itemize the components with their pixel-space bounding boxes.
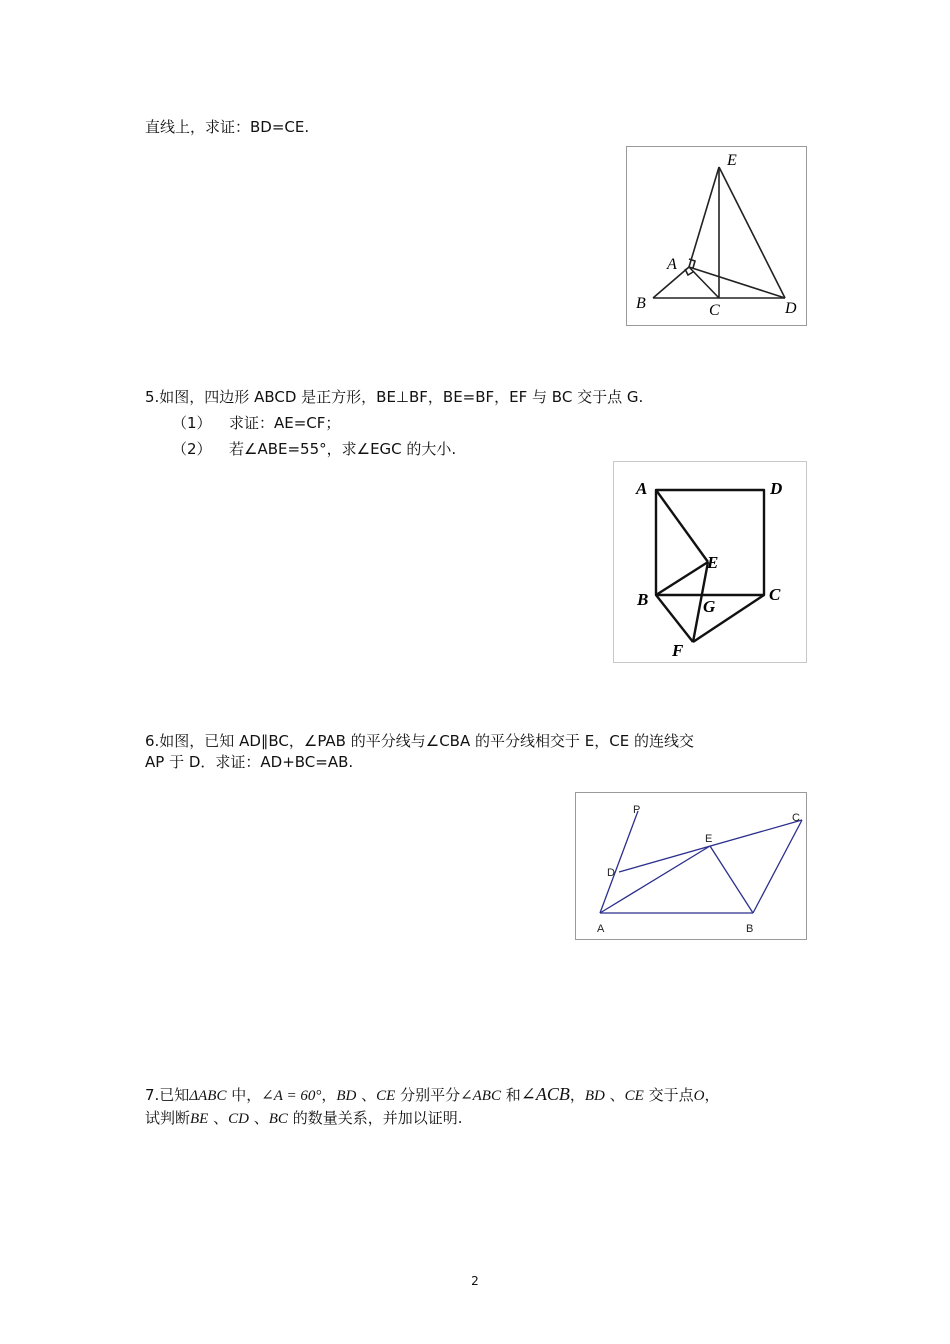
q5-part1-number: （1） [172,414,212,432]
q5-part1: 求证：AE=CF； [229,414,341,432]
label-g: G [703,597,716,616]
q5-part2-number: （2） [172,440,212,458]
q7-text: 分别平分 [395,1086,461,1104]
line-dc [619,820,802,872]
q7-line1 [145,1084,719,1106]
figure-q5 [613,461,807,663]
q7-text: 中， [226,1086,262,1104]
line-eb [710,846,753,913]
q7-math: ΔABC [189,1088,227,1104]
line-ea [689,167,719,267]
q7-math: BD [584,1088,605,1104]
q7-math: BC [268,1111,288,1127]
label-e: E [727,152,737,169]
q7-text: 和 [500,1086,521,1104]
line-ae [656,490,708,562]
q6-line2: AP 于 D．求证：AD+BC=AB. [145,753,354,771]
q7-math: BE [190,1111,209,1127]
ray-ap [600,811,638,913]
q7-math: CD [228,1111,249,1127]
q7-text: 、 [208,1109,229,1127]
figure-q5-diagram [614,462,808,664]
label-b: B [637,590,649,609]
q7-math: ∠ABC [460,1088,501,1104]
label-c: C [792,812,800,824]
q7-math: BD [336,1088,357,1104]
label-f: F [672,641,684,660]
line-bf [656,595,693,642]
q7-text: 、 [248,1109,269,1127]
q7-math: CE [624,1088,644,1104]
q7-text: 7.已知 [145,1086,190,1104]
label-a: A [636,479,648,498]
figure-q6 [575,792,807,940]
line-ae [600,846,710,913]
q7-text: 、 [356,1086,377,1104]
q7-text: 、 [604,1086,625,1104]
label-b: B [746,923,754,935]
q7-text: ， [704,1086,720,1104]
q7-math: ∠A = 60° [261,1088,322,1104]
label-d: D [785,300,797,317]
label-e: E [707,553,719,572]
line-be [656,562,708,595]
page-number: 2 [471,1274,479,1288]
label-a: A [667,256,677,273]
q7-line2 [145,1108,462,1129]
q7-math: CE [376,1088,396,1104]
figure-q4 [626,146,807,326]
figure-q6-diagram [576,793,808,941]
q7-math: O [693,1088,705,1104]
q7-text: 交于点 [643,1086,694,1104]
label-d: D [770,479,783,498]
q4-text: 直线上，求证：BD=CE. [145,118,310,136]
q6-line1: 6.如图，已知 AD∥BC，∠PAB 的平分线与∠CBA 的平分线相交于 E，CE 的连线交 [145,732,694,750]
q5-part2: 若∠ABE=55°，求∠EGC 的大小. [229,440,457,458]
q7-text: 的数量关系，并加以证明. [287,1109,463,1127]
q7-text: ， [569,1086,585,1104]
label-d: D [607,867,615,879]
line-ed [719,167,785,298]
label-e: E [705,833,713,845]
q7-math: ∠ACB [520,1084,570,1104]
label-b: B [636,295,646,312]
q5-stem: 5.如图，四边形 ABCD 是正方形，BE⊥BF，BE=BF，EF 与 BC 交于点 G. [145,388,644,406]
line-bc [753,820,802,913]
label-c: C [769,585,781,604]
q7-text: ， [321,1086,337,1104]
label-a: A [597,923,605,935]
q7-text: 试判断 [145,1109,191,1127]
figure-q4-diagram [627,147,808,327]
label-c: C [709,302,720,319]
label-p: P [633,804,641,816]
square-abcd [656,490,764,595]
